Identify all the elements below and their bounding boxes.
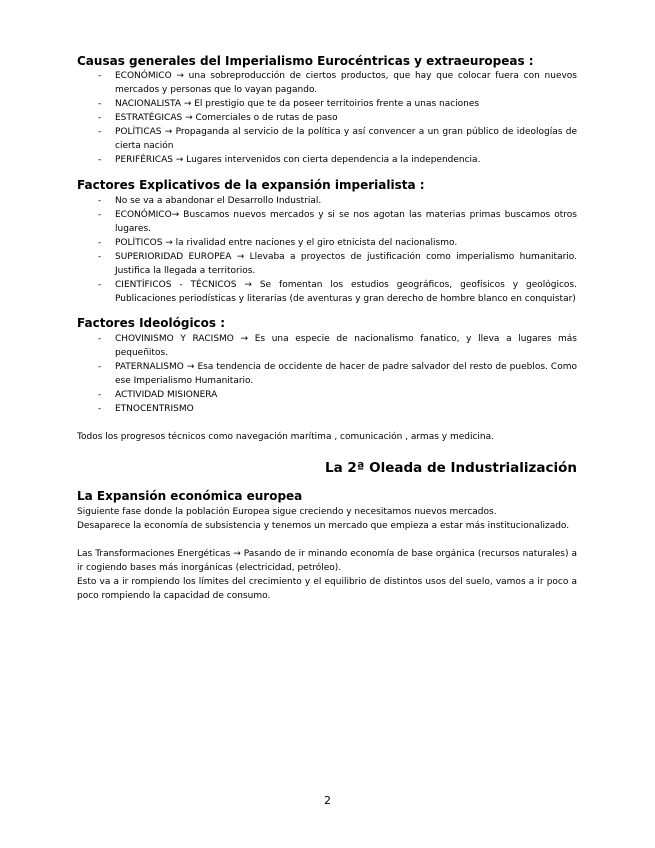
- list-item: - POLÍTICOS → la rivalidad entre naciones y el giro etnicista del nacionalismo.: [77, 236, 577, 250]
- document-page: [77, 52, 577, 603]
- list-item: - ACTIVIDAD MISIONERA: [77, 388, 577, 402]
- list-item: - ESTRATÉGICAS → Comerciales o de rutas de paso: [77, 111, 577, 125]
- list-item: - ECONÓMICO → una sobreproducción de ciertos productos, que hay que colocar fuera con nuevos mercados y personas que lo vayan pagando.: [77, 69, 577, 97]
- list-item: - NACIONALISTA → El prestigio que te da poseer territoirios frente a unas naciones: [77, 97, 577, 111]
- section-heading-causas: Causas generales del Imperialismo Eurocéntricas y extraeuropeas :: [77, 54, 534, 68]
- list-causas: [77, 69, 577, 167]
- section-heading-factores-ideologicos: Factores Ideológicos :: [77, 316, 226, 330]
- list-item: - ECONÓMICO→ Buscamos nuevos mercados y si se nos agotan las materias primas buscamos otros lugares.: [77, 208, 577, 236]
- list-item: - PERIFÉRICAS → Lugares intervenidos con cierta dependencia a la independencia.: [77, 153, 577, 167]
- paragraph: Siguiente fase donde la población Europea sigue creciendo y necesitamos nuevos mercados.: [77, 507, 497, 517]
- list-item: - ETNOCENTRISMO: [77, 402, 577, 416]
- list-factores-explicativos: [77, 194, 577, 306]
- list-item: - SUPERIORIDAD EUROPEA → Llevaba a proyectos de justificación como imperialismo humanitario. Justifica la llegada a territorios.: [77, 250, 577, 278]
- page-number: 2: [324, 794, 331, 807]
- list-item: - CHOVINISMO Y RACISMO → Es una especie de nacionalismo fanatico, y lleva a lugares más pequeñitos.: [77, 332, 577, 360]
- chapter-title: La 2ª Oleada de Industrialización: [324, 460, 577, 476]
- list-factores-ideologicos: [77, 332, 577, 416]
- list-item: - CIENTÍFICOS - TÉCNICOS → Se fomentan los estudios geográficos, geofísicos y geológicos. Publicaciones periodísticas y literarias (de aventuras y gran derecho de hombre blanco en conquistar): [77, 278, 577, 306]
- paragraph: Esto va a ir rompiendo los límites del crecimiento y el equilibrio de distintos usos del suelo, vamos a ir poco a poco rompiendo la capacidad de consumo.: [77, 577, 577, 601]
- section-heading-factores-explicativos: Factores Explicativos de la expansión imperialista :: [77, 178, 425, 192]
- closing-paragraph: Todos los progresos técnicos como navegación marítima , comunicación , armas y medicina.: [77, 432, 494, 442]
- list-item: - POLÍTICAS → Propaganda al servicio de la política y así convencer a un gran público de ideologías de cierta nación: [77, 125, 577, 153]
- list-item: - PATERNALISMO → Esa tendencia de occidente de hacer de padre salvador del resto de pueblos. Como ese Imperialismo Humanitario.: [77, 360, 577, 388]
- section-heading-expansion-economica: La Expansión económica europea: [77, 489, 303, 503]
- paragraph: Desaparece la economía de subsistencia y tenemos un mercado que empieza a estar más institucionalizado.: [77, 521, 570, 531]
- paragraph: Las Transformaciones Energéticas → Pasando de ir minando economía de base orgánica (recursos naturales) a ir cogiendo bases más inorgánicas (electricidad, petróleo).: [77, 549, 577, 573]
- list-item: - No se va a abandonar el Desarrollo Industrial.: [77, 194, 577, 208]
